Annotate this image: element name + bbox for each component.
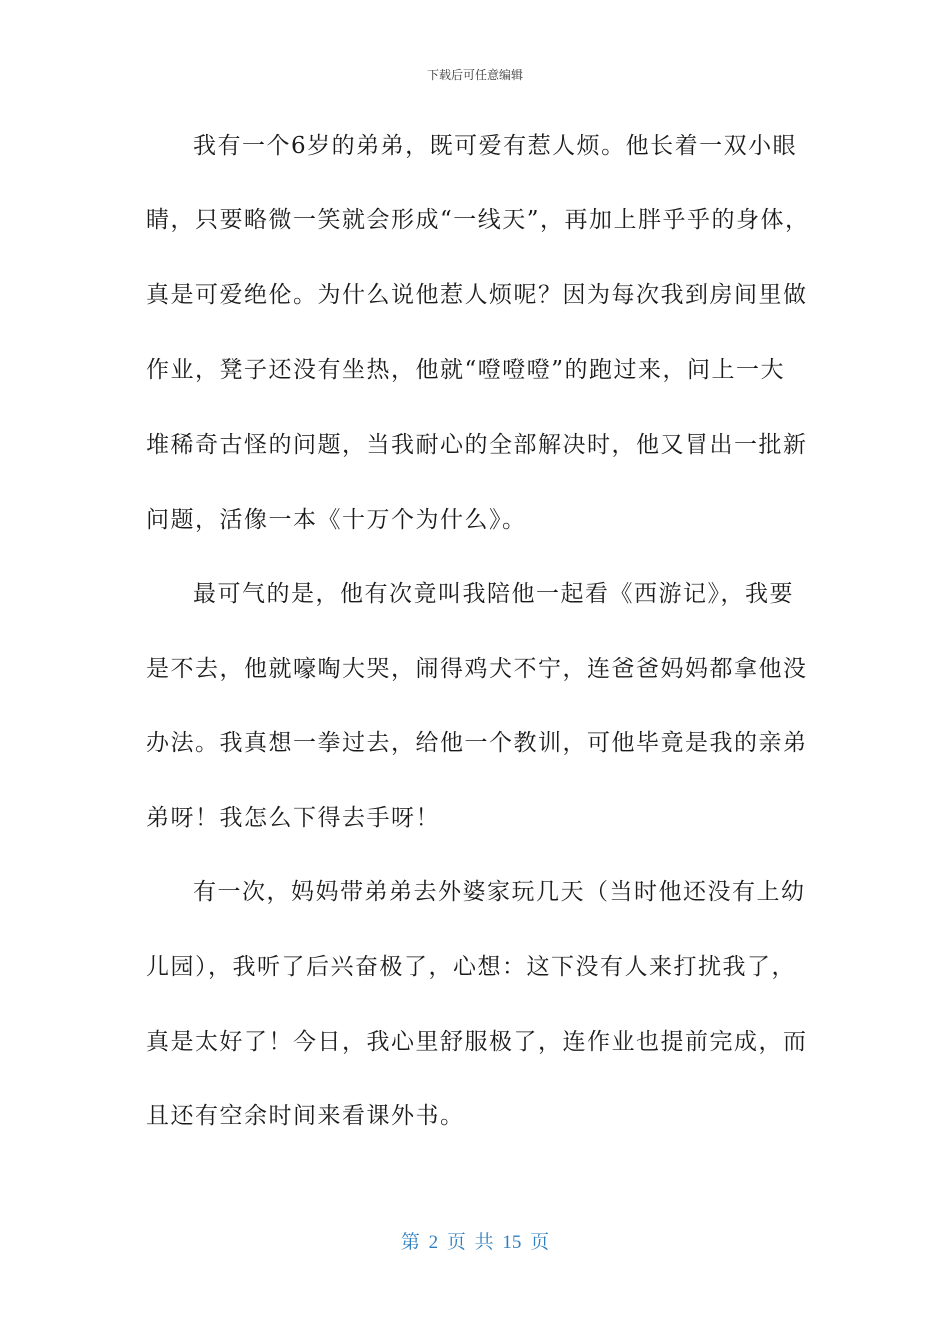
text-line: 有一次，妈妈带弟弟去外婆家玩几天（当时他还没有上幼 xyxy=(193,879,806,905)
text-line: 弟呀！我怎么下得去手呀！ xyxy=(146,805,440,831)
text-line: 我有一个6岁的弟弟，既可爱有惹人烦。他长着一双小眼 xyxy=(193,133,798,159)
text-line: 真是可爱绝伦。为什么说他惹人烦呢？因为每次我到房间里做 xyxy=(146,282,808,308)
text-line: 办法。我真想一拳过去，给他一个教训，可他毕竟是我的亲弟 xyxy=(146,730,808,756)
text-line: 睛，只要略微一笑就会形成“一线天”，再加上胖乎乎的身体， xyxy=(146,207,810,233)
text-line: 问题，活像一本《十万个为什么》。 xyxy=(146,507,527,533)
text-line: 真是太好了！今日，我心里舒服极了，连作业也提前完成，而 xyxy=(146,1029,808,1055)
text-line: 且还有空余时间来看课外书。 xyxy=(146,1103,465,1129)
text-line: 最可气的是，他有次竟叫我陪他一起看《西游记》，我要 xyxy=(193,581,794,607)
page-number-footer: 第 2 页 共 15 页 xyxy=(400,1232,550,1253)
text-line: 堆稀奇古怪的问题，当我耐心的全部解决时，他又冒出一批新 xyxy=(146,432,808,458)
text-line: 儿园），我听了后兴奋极了，心想：这下没有人来打扰我了， xyxy=(146,954,796,980)
text-line: 是不去，他就嚎啕大哭，闹得鸡犬不宁，连爸爸妈妈都拿他没 xyxy=(146,656,808,682)
page-header: 下载后可任意编辑 xyxy=(426,68,523,82)
text-line: 作业，凳子还没有坐热，他就“噔噔噔”的跑过来，问上一大 xyxy=(146,357,786,383)
